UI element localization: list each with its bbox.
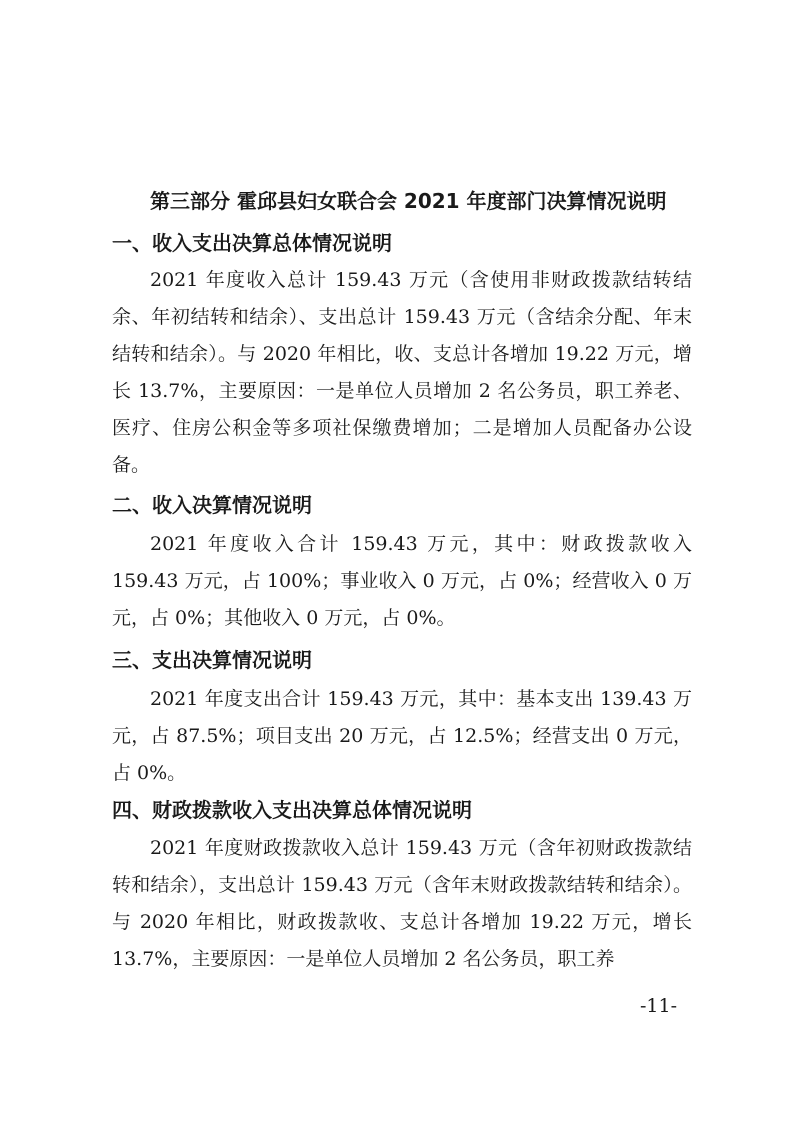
section-heading-2: 二、收入决算情况说明 xyxy=(112,493,312,517)
section-heading-1: 一、收入支出决算总体情况说明 xyxy=(112,231,392,255)
section-heading-4: 四、财政拨款收入支出决算总体情况说明 xyxy=(112,798,472,822)
section-heading-3: 三、支出决算情况说明 xyxy=(112,648,312,672)
section-paragraph-3: 2021 年度支出合计 159.43 万元，其中：基本支出 139.43 万元，占 87.5%；项目支出 20 万元，占 12.5%；经营支出 0 万元，占 0%。 xyxy=(112,688,692,784)
section-paragraph-4: 2021 年度财政拨款收入总计 159.43 万元（含年初财政拨款结转和结余），支出总计 159.43 万元（含年末财政拨款结转和结余）。与 2020 年相比，财政拨款收、支总计各增加 19.22 万元，增长 13.7%，主要原因：一是单位人员增加 2 名公务员，职工养 xyxy=(112,837,692,970)
page-number: -11- xyxy=(640,995,678,1017)
document-title: 第三部分 霍邱县妇女联合会 2021 年度部门决算情况说明 xyxy=(150,189,667,213)
section-paragraph-2: 2021 年度收入合计 159.43 万元，其中：财政拨款收入 159.43 万元，占 100%；事业收入 0 万元，占 0%；经营收入 0 万元，占 0%；其他收入 0 万元，占 0%。 xyxy=(112,533,692,629)
section-paragraph-1: 2021 年度收入总计 159.43 万元（含使用非财政拨款结转结余、年初结转和结余）、支出总计 159.43 万元（含结余分配、年末结转和结余）。与 2020 年相比，收、支总计各增加 19.22 万元，增长 13.7%，主要原因：一是单位人员增加 2 名公务员，职工养老、医疗、住房公积金等多项社保缴费增加；二是增加人员配备办公设备。 xyxy=(112,269,692,476)
